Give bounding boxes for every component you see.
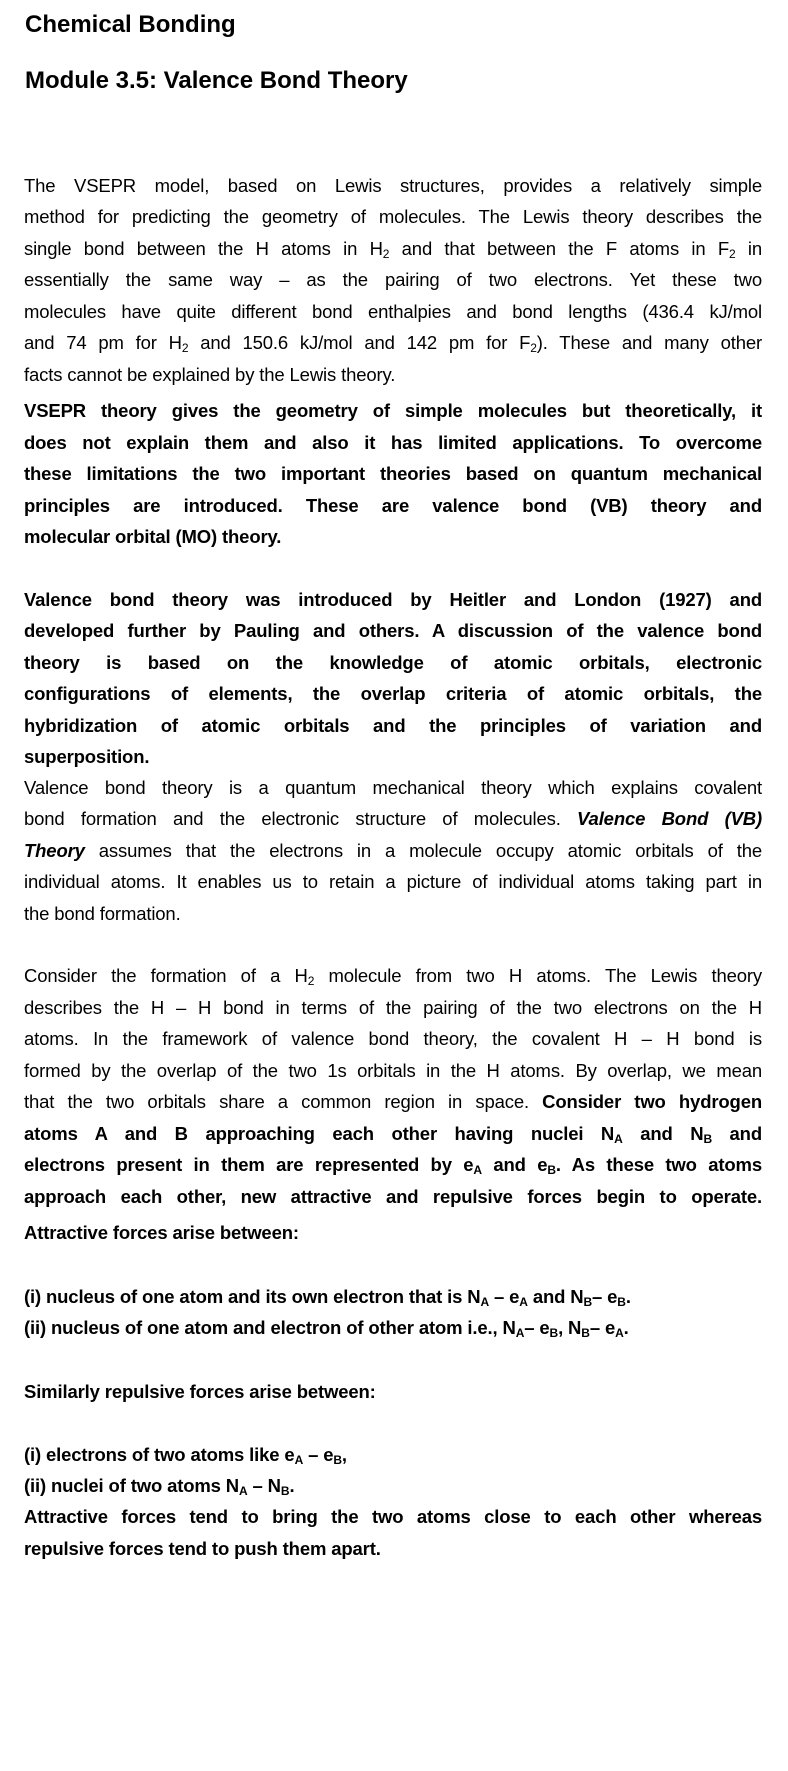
- subscript: B: [583, 1295, 592, 1309]
- text-line: the bond formation.: [24, 903, 181, 924]
- text-run: and N: [527, 1286, 584, 1307]
- text-line: describes the H – H bond in terms of the pairing of the two electrons on the H: [24, 997, 762, 1018]
- text-run: Consider the formation of a H: [24, 965, 308, 986]
- subscript: A: [615, 1326, 624, 1340]
- text-run: .: [625, 1286, 631, 1307]
- text-line: facts cannot be explained by the Lewis theory.: [24, 364, 396, 385]
- text-line: formed by the overlap of the two 1s orbitals in the H atoms. By overlap, we mean: [24, 1060, 762, 1081]
- text-line: [24, 238, 762, 260]
- text-line: configurations of elements, the overlap criteria of atomic orbitals, the: [24, 683, 762, 704]
- document-title: Chemical Bonding: [25, 11, 236, 38]
- text-line: Attractive forces tend to bring the two atoms close to each other whereas: [24, 1506, 762, 1527]
- emphasis-term: Valence Bond (VB): [577, 808, 762, 829]
- text-run: atoms A and B approaching each other having nuclei N: [24, 1123, 615, 1144]
- text-run: – e: [489, 1286, 520, 1307]
- text-run: .: [289, 1475, 295, 1496]
- text-run: – e: [303, 1444, 334, 1465]
- text-line: [24, 840, 762, 862]
- module-heading: Module 3.5: Valence Bond Theory: [25, 67, 408, 94]
- subscript: 2: [181, 341, 189, 355]
- subscript: B: [703, 1132, 712, 1146]
- text-run: .: [623, 1317, 629, 1338]
- text-run: . As these two atoms: [555, 1154, 762, 1175]
- text-line: essentially the same way – as the pairing of two electrons. Yet these two: [24, 269, 762, 290]
- text-run: (i) electrons of two atoms like e: [24, 1444, 295, 1465]
- text-line: atoms. In the framework of valence bond theory, the covalent H – H bond is: [24, 1028, 762, 1049]
- text-line: approach each other, new attractive and repulsive forces begin to operate.: [24, 1186, 762, 1207]
- text-run: and that between the F atoms in F: [389, 238, 730, 259]
- text-run: , N: [558, 1317, 582, 1338]
- text-line: developed further by Pauling and others. A discussion of the valence bond: [24, 620, 762, 641]
- text-line: [24, 808, 762, 830]
- text-run: and 150.6 kJ/mol and 142 pm for F: [188, 332, 531, 353]
- text-run: and e: [481, 1154, 548, 1175]
- text-run: electrons present in them are represented by e: [24, 1154, 474, 1175]
- text-line: molecular orbital (MO) theory.: [24, 526, 282, 547]
- text-line: [24, 332, 762, 354]
- subscript: 2: [382, 247, 390, 261]
- text-line: principles are introduced. These are valence bond (VB) theory and: [24, 495, 762, 516]
- subscript: B: [617, 1295, 626, 1309]
- subscript: A: [480, 1295, 490, 1309]
- text-line: The VSEPR model, based on Lewis structures, provides a relatively simple: [24, 175, 762, 196]
- subscript: A: [294, 1453, 304, 1467]
- text-run: and: [711, 1123, 762, 1144]
- subscript: A: [519, 1295, 528, 1309]
- text-line: molecules have quite different bond enthalpies and bond lengths (436.4 kJ/mol: [24, 301, 762, 322]
- text-line: Valence bond theory was introduced by Heitler and London (1927) and: [24, 589, 762, 610]
- list-item: [24, 1286, 762, 1308]
- list-item: [24, 1475, 762, 1497]
- text-run: bond formation and the electronic structure of molecules.: [24, 808, 578, 829]
- subscript: A: [614, 1132, 623, 1146]
- subscript: 2: [307, 974, 315, 988]
- text-line: Valence bond theory is a quantum mechanical theory which explains covalent: [24, 777, 762, 798]
- text-line: these limitations the two important theories based on quantum mechanical: [24, 463, 762, 484]
- text-line: hybridization of atomic orbitals and the principles of variation and: [24, 715, 762, 736]
- text-line: [24, 1154, 762, 1176]
- text-line: theory is based on the knowledge of atomic orbitals, electronic: [24, 652, 762, 673]
- text-run: (ii) nuclei of two atoms N: [24, 1475, 240, 1496]
- text-run: – e: [524, 1317, 550, 1338]
- subscript: A: [239, 1484, 248, 1498]
- text-run: (ii) nucleus of one atom and electron of other atom i.e., N: [24, 1317, 516, 1338]
- text-run: that the two orbitals share a common region in space.: [24, 1091, 543, 1112]
- subscript: B: [581, 1326, 590, 1340]
- section-heading: Attractive forces arise between:: [24, 1222, 299, 1243]
- text-run: ,: [341, 1444, 347, 1465]
- emphasis-term: Theory: [24, 840, 85, 861]
- text-line: does not explain them and also it has limited applications. To overcome: [24, 432, 762, 453]
- subscript: B: [280, 1484, 290, 1498]
- text-run: molecule from two H atoms. The Lewis theory: [314, 965, 762, 986]
- text-run: (i) nucleus of one atom and its own electron that is N: [24, 1286, 481, 1307]
- text-run: – e: [589, 1317, 616, 1338]
- text-run: and 74 pm for H: [24, 332, 182, 353]
- text-line: repulsive forces tend to push them apart.: [24, 1538, 381, 1559]
- subscript: 2: [530, 341, 537, 355]
- text-line: [24, 1123, 762, 1145]
- text-line: individual atoms. It enables us to retain a picture of individual atoms taking part in: [24, 871, 762, 892]
- text-line: [24, 965, 762, 987]
- subscript: B: [549, 1326, 559, 1340]
- text-line: method for predicting the geometry of molecules. The Lewis theory describes the: [24, 206, 762, 227]
- text-line: superposition.: [24, 746, 150, 767]
- subscript: A: [515, 1326, 525, 1340]
- text-run: in: [735, 238, 762, 259]
- subscript: 2: [729, 247, 736, 261]
- text-run: assumes that the electrons in a molecule occupy atomic orbitals of the: [84, 840, 762, 861]
- text-run: ). These and many other: [536, 332, 762, 353]
- section-heading: Similarly repulsive forces arise between:: [24, 1381, 376, 1402]
- text-run: – e: [592, 1286, 618, 1307]
- subscript: A: [473, 1163, 482, 1177]
- text-run: single bond between the H atoms in H: [24, 238, 383, 259]
- text-line: VSEPR theory gives the geometry of simple molecules but theoretically, it: [24, 400, 762, 421]
- list-item: [24, 1444, 762, 1466]
- text-run-bold: Consider two hydrogen: [542, 1091, 762, 1112]
- subscript: B: [547, 1163, 556, 1177]
- list-item: [24, 1317, 762, 1339]
- subscript: B: [333, 1453, 342, 1467]
- text-run: – N: [247, 1475, 281, 1496]
- text-run: and N: [622, 1123, 704, 1144]
- text-line: [24, 1091, 762, 1113]
